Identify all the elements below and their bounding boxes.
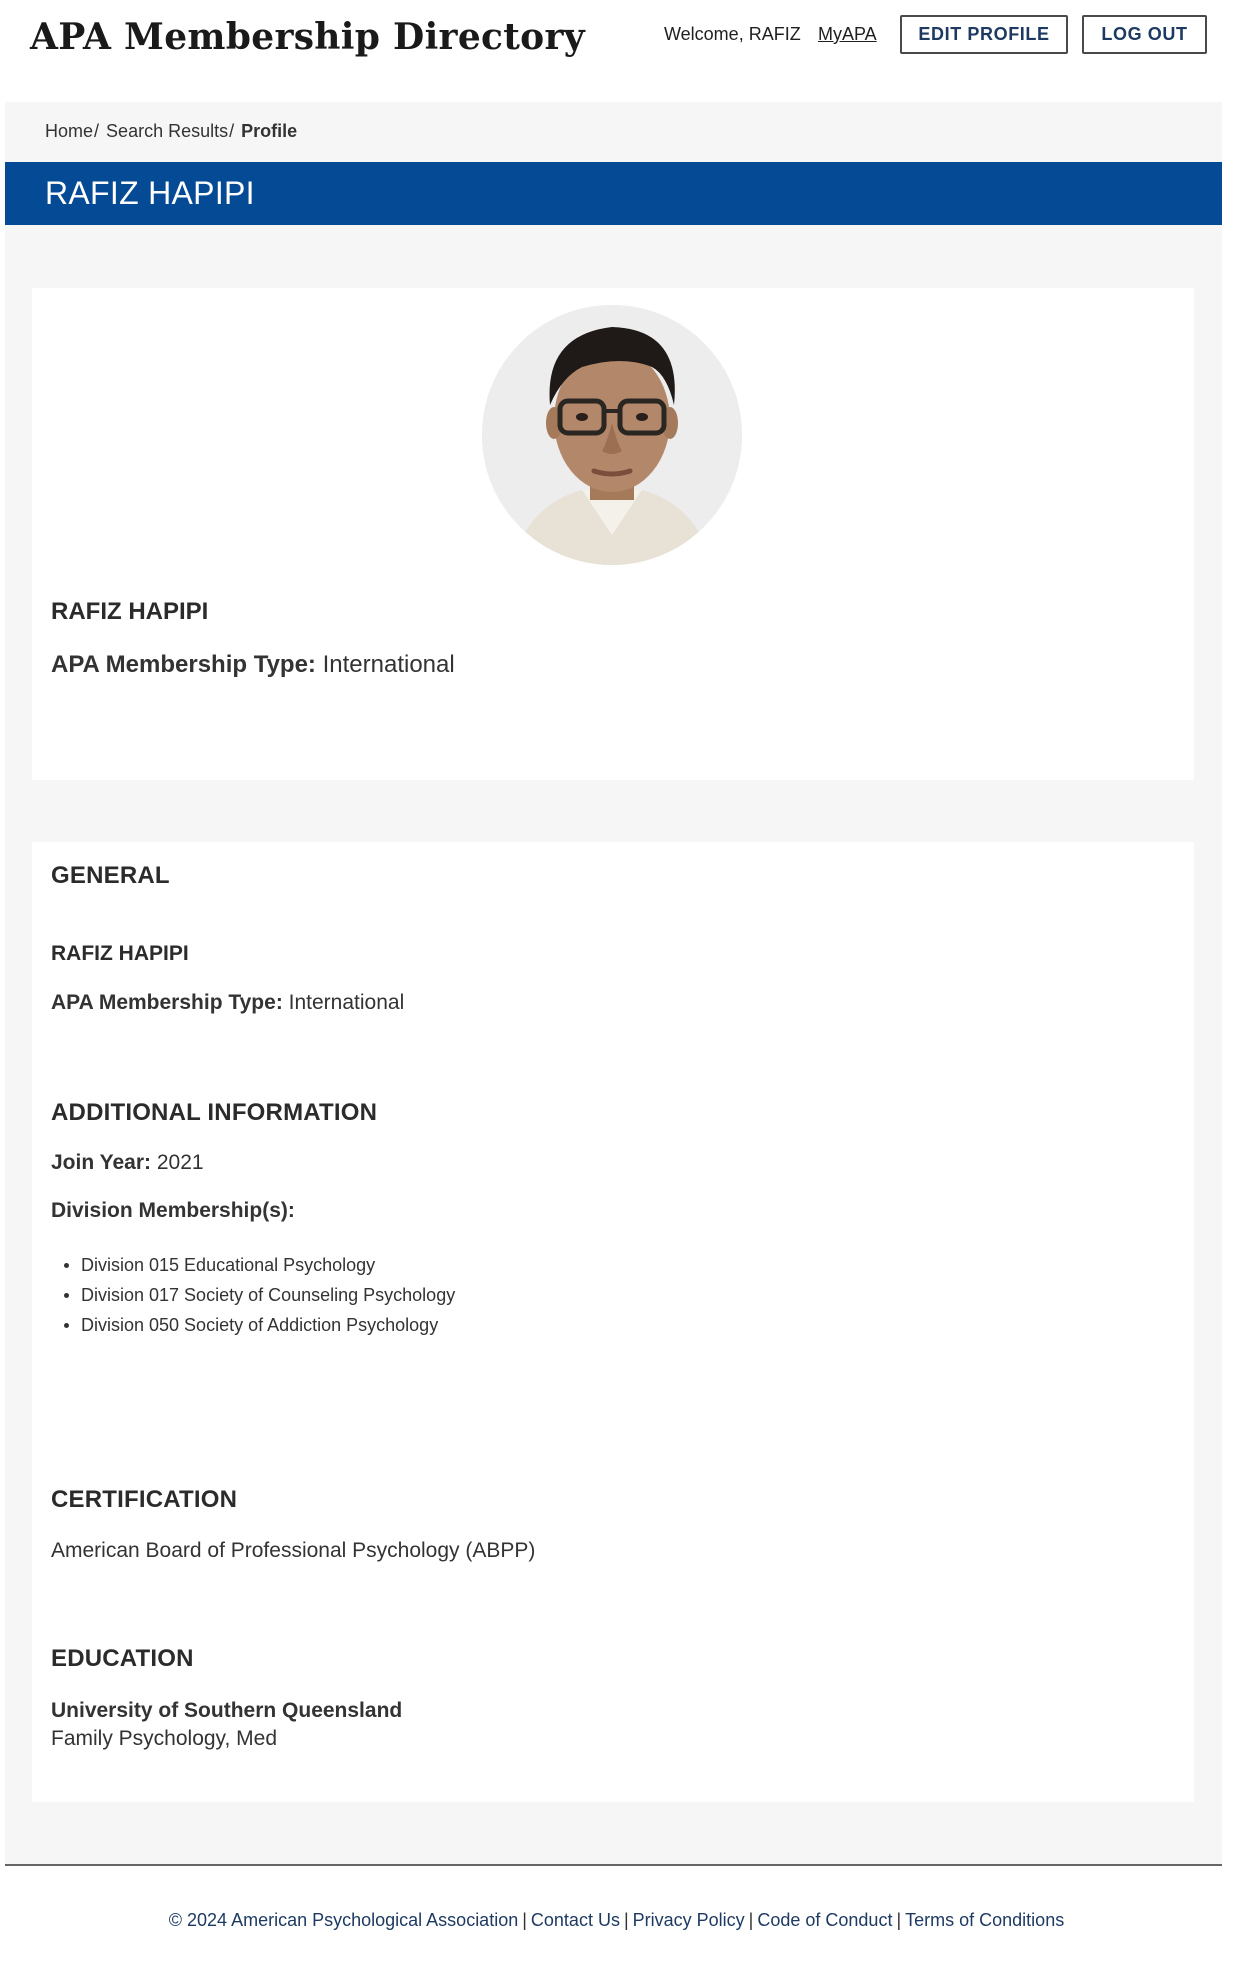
footer-code-of-conduct-link[interactable]: Code of Conduct [757,1910,893,1930]
general-membership-type-label: APA Membership Type: [51,991,283,1014]
avatar [482,305,742,565]
footer-privacy-policy-link[interactable]: Privacy Policy [632,1910,745,1930]
list-item: Division 017 Society of Counseling Psychology [61,1280,455,1310]
breadcrumb-separator: / [94,121,100,141]
breadcrumb [45,121,297,142]
banner-name: RAFIZ HAPIPI [45,175,255,211]
footer-divider [5,1864,1222,1866]
membership-type-label: APA Membership Type: [51,651,316,678]
log-out-button[interactable]: LOG OUT [1082,15,1207,54]
site-footer: © 2024 American Psychological Association | Contact Us | Privacy Policy | Code of Conduct | Terms of Conditions [168,1910,1065,1930]
breadcrumb-profile: Profile [241,121,298,141]
welcome-text: Welcome, RAFIZ [664,24,801,44]
footer-copyright[interactable]: © 2024 American Psychological Association [168,1910,519,1930]
certification-value: American Board of Professional Psychology (ABPP) [51,1539,536,1562]
profile-name: RAFIZ HAPIPI [51,598,209,625]
footer-contact-us-link[interactable]: Contact Us [530,1910,620,1930]
join-year-label: Join Year: [51,1151,151,1174]
breadcrumb-home[interactable]: Home [45,121,94,141]
profile-name-banner [5,162,1222,225]
general-heading: GENERAL [51,862,170,889]
general-membership-type-value: International [288,991,405,1014]
list-item: Division 015 Educational Psychology [61,1250,455,1280]
footer-terms-link[interactable]: Terms of Conditions [905,1910,1065,1930]
breadcrumb-separator: / [229,121,235,141]
education-heading: EDUCATION [51,1645,194,1672]
additional-info-heading: ADDITIONAL INFORMATION [51,1099,378,1126]
certification-heading: CERTIFICATION [51,1486,238,1513]
membership-type-value: International [322,651,455,678]
join-year [51,1151,204,1175]
general-name: RAFIZ HAPIPI [51,942,189,965]
site-header [0,0,1233,100]
myapa-link[interactable]: MyAPA [818,24,877,44]
edit-profile-button[interactable]: EDIT PROFILE [900,15,1068,54]
breadcrumb-search-results[interactable]: Search Results [106,121,229,141]
division-memberships-label: Division Membership(s): [51,1199,295,1222]
avatar-photo [482,305,742,565]
general-membership-type [51,991,404,1015]
site-title[interactable]: APA Membership Directory [30,16,585,58]
education-institution: University of Southern Queensland [51,1699,403,1722]
education-degree: Family Psychology, Med [51,1727,278,1750]
list-item: Division 050 Society of Addiction Psychology [61,1310,455,1340]
profile-membership-type [51,651,455,679]
join-year-value: 2021 [156,1151,204,1174]
division-list [61,1250,455,1340]
